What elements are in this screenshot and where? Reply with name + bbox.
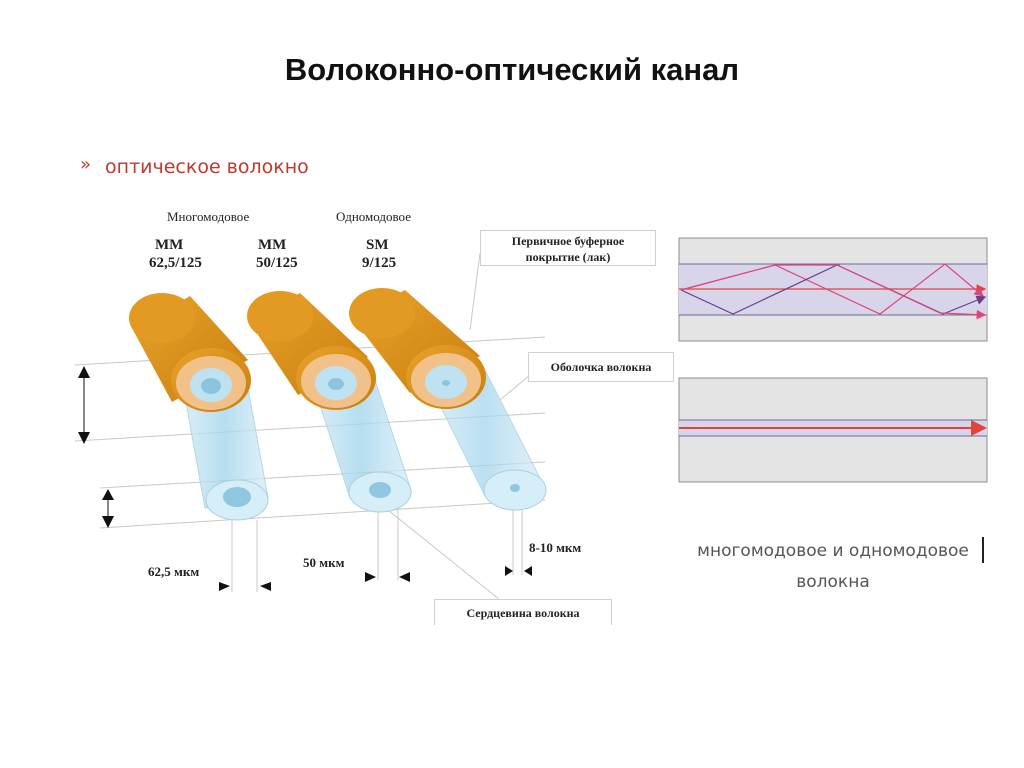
buffer-callout-line2: покрытие (лак) [525,250,611,264]
fiber-3-spec: 9/125 [362,255,397,271]
fiber-3-label [362,236,396,272]
fiber-mm-62-5 [129,293,268,520]
core-dim-3: 8-10 мкм [529,540,582,555]
fiber-1-type: MM [155,237,184,253]
multimode-group-label: Многомодовое [167,209,250,224]
text-cursor [982,537,984,563]
singlemode-group-label: Одномодовое [336,209,411,224]
fiber-2-label [256,236,298,272]
core-dim-2: 50 мкм [303,555,345,570]
fiber-2-type: MM [258,237,287,253]
buffer-coating-callout [480,230,656,266]
caption-line2: волокна [796,572,870,592]
buffer-callout-line1: Первичное буферное [511,234,625,248]
fiber-2-spec: 50/125 [256,255,298,271]
fiber-1-spec: 62,5/125 [149,255,202,271]
fiber-3-type: SM [366,237,389,253]
fiber-1-label [149,236,202,272]
core-dim-1: 62,5 мкм [148,564,200,579]
caption-line1: многомодовое и одномодовое [697,541,969,561]
double-chevron-icon: » [80,154,92,175]
slide-title: Волоконно-оптический канал [284,52,740,87]
cladding-callout: Оболочка волокна [528,352,674,382]
core-callout: Сердцевина волокна [434,599,612,625]
section-heading-text: оптическое волокно [105,156,309,178]
